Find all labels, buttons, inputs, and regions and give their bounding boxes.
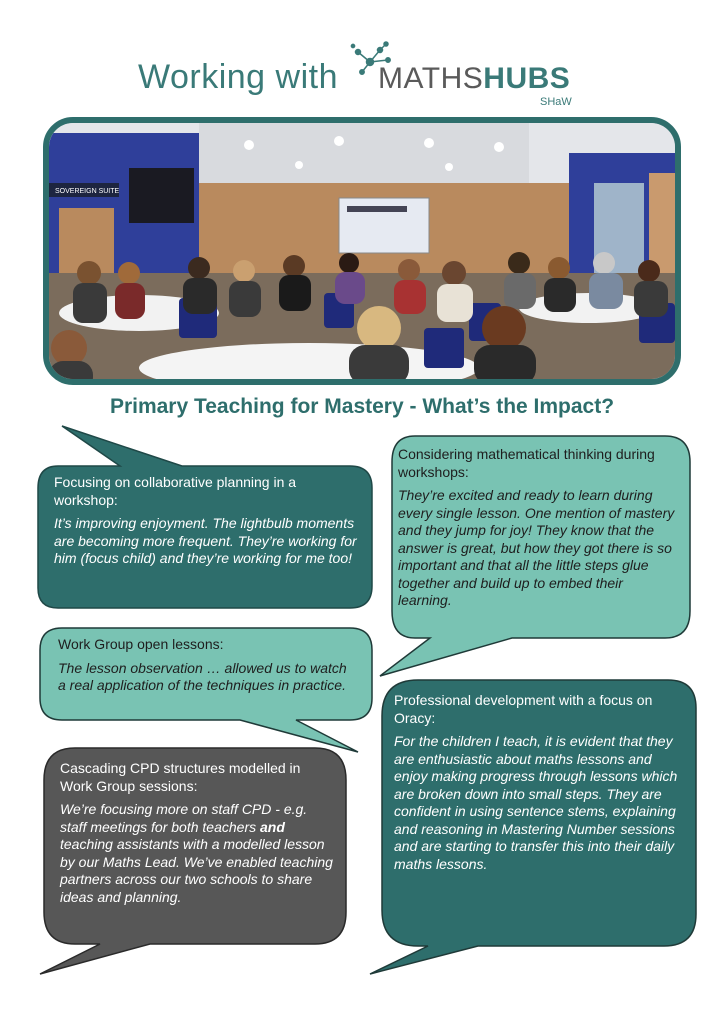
logo-subtitle: SHaW bbox=[540, 96, 572, 108]
room-sign: SOVEREIGN SUITE bbox=[55, 188, 120, 195]
bubble-cpd bbox=[60, 760, 336, 906]
working-with-heading: Working with bbox=[138, 58, 338, 96]
bubble-planning bbox=[54, 474, 360, 568]
bubble-thinking-quote: They’re excited and ready to learn during every single lesson. One mention of mastery and they jump for joy! They know that the answer is great, but how they got there is so important and that all the little steps glue together and build up to embed their learning. bbox=[398, 487, 675, 608]
bubble-open-lessons bbox=[58, 636, 358, 695]
bubble-thinking bbox=[398, 446, 680, 610]
logo-maths: MATHS bbox=[378, 62, 484, 95]
bubble-oracy-quote: For the children I teach, it is evident that they are enthusiastic about maths lessons and enjoy making progress through lessons which are broken down into small steps. They are confident in using sentence stems, explaining and reasoning in Mastering Number sessions and are starting to transfer this into their daily maths lessons. bbox=[394, 733, 678, 872]
page-title: Primary Teaching for Mastery - What’s the Impact? bbox=[109, 395, 615, 418]
bubble-planning-label: Focusing on collaborative planning in a workshop: bbox=[54, 474, 297, 508]
bubble-cpd-quote-pre: We’re focusing more on staff CPD - e.g. staff meetings for both teachers bbox=[60, 801, 308, 835]
bubble-cpd-quote-post: teaching assistants with a modelled lesson by our Maths Lead. We’ve enabled teaching partners across our two schools to share ideas and planning. bbox=[60, 836, 333, 905]
logo-hubs: HUBS bbox=[483, 62, 571, 95]
bubble-oracy bbox=[394, 692, 684, 873]
bubble-cpd-quote-bold: and bbox=[260, 818, 285, 835]
bubble-cpd-quote bbox=[60, 801, 336, 906]
bubble-cpd-label: Cascading CPD structures modelled in Work Group sessions: bbox=[60, 760, 301, 794]
bubble-oracy-label: Professional development with a focus on Oracy: bbox=[394, 692, 653, 726]
bubble-open-lessons-quote: The lesson observation … allowed us to watch a real application of the techniques in practice. bbox=[58, 659, 347, 693]
bubble-open-lessons-label: Work Group open lessons: bbox=[58, 636, 224, 652]
bubble-planning-quote: It’s improving enjoyment. The lightbulb moments are becoming more frequent. They’re working for him (focus child) and they’re working for me too! bbox=[54, 515, 357, 566]
bubble-thinking-label: Considering mathematical thinking during workshops: bbox=[398, 446, 655, 480]
